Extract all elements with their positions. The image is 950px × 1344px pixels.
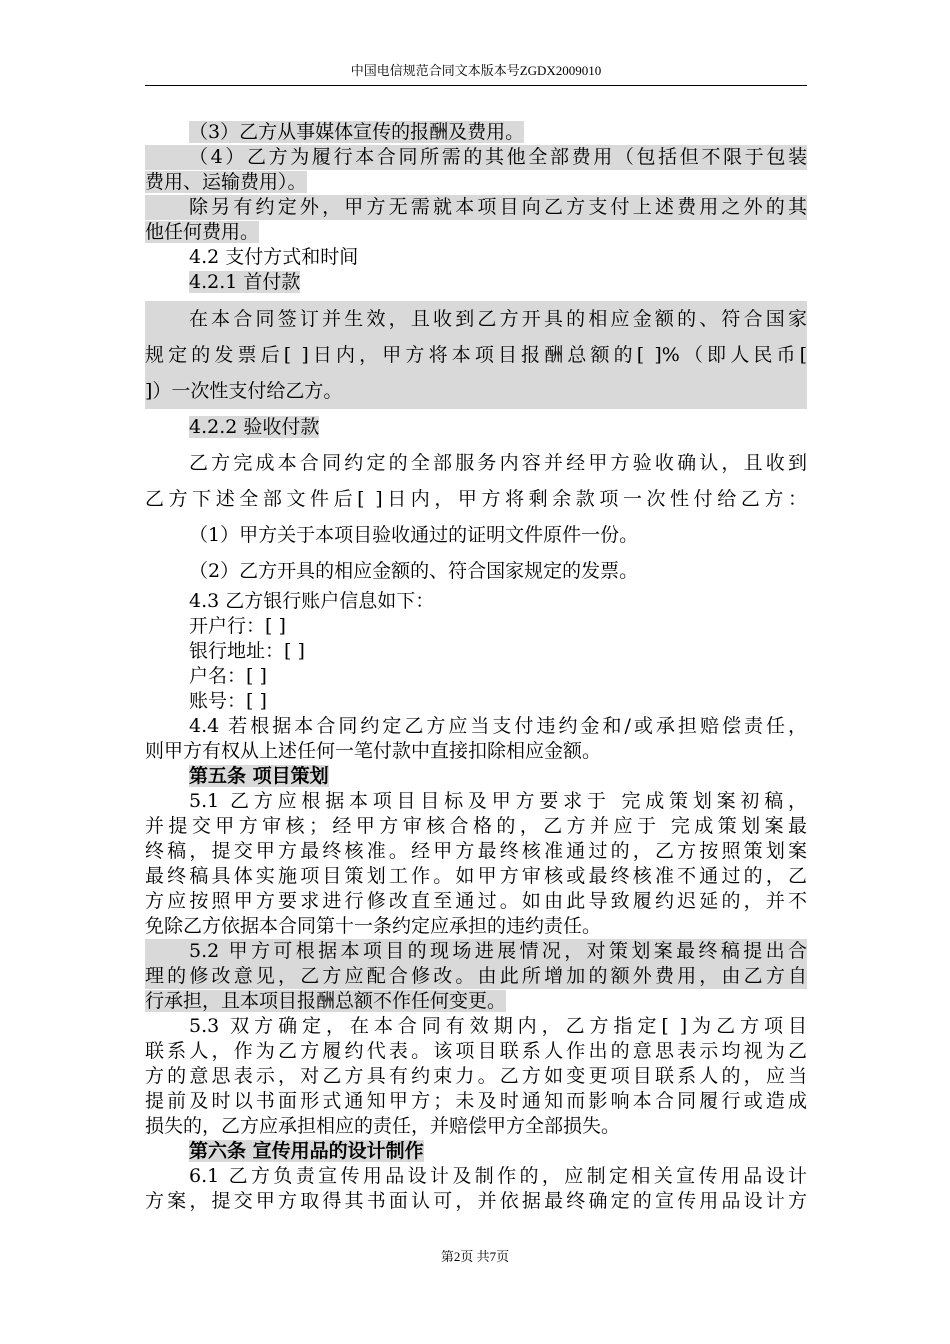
text-line: （1）甲方关于本项目验收通过的证明文件原件一份。 (189, 524, 639, 546)
text-line: 4.3 乙方银行账户信息如下： (189, 590, 435, 612)
text-line: 费用、运输费用）。 (145, 171, 307, 193)
text-line: 4.2.2 验收付款 (189, 416, 320, 438)
text-line: 银行地址：[ ] (189, 640, 305, 662)
text-line: 4.2 支付方式和时间 (189, 246, 359, 268)
text-line: 6.1 乙方负责宣传用品设计及制作的，应制定相关宣传用品设计 (189, 1165, 807, 1187)
text-line: 他任何费用。 (145, 221, 260, 243)
text-line: 则甲方有权从上述任何一笔付款中直接扣除相应金额。 (145, 740, 602, 762)
header-divider (145, 85, 807, 86)
text-line: 乙方下述全部文件后[ ]日内，甲方将剩余款项一次性付给乙方： (145, 488, 807, 510)
text-line: 联系人，作为乙方履约代表。该项目联系人作出的意思表示均视为乙 (145, 1040, 807, 1062)
section-heading: 第六条 宣传用品的设计制作 (189, 1140, 424, 1162)
text-line: （3）乙方从事媒体宣传的报酬及费用。 (189, 121, 525, 143)
text-line: 账号：[ ] (189, 690, 267, 712)
text-line: 5.2 甲方可根据本项目的现场进展情况，对策划案最终稿提出合 (145, 939, 807, 964)
text-line: 提前及时以书面形式通知甲方；未及时通知而影响本合同履行或造成 (145, 1090, 807, 1112)
text-line: 户名：[ ] (189, 665, 267, 687)
text-line: 损失的，乙方应承担相应的责任，并赔偿甲方全部损失。 (145, 1115, 621, 1137)
text-line: 规定的发票后[ ]日内，甲方将本项目报酬总额的[ ]%（即人民币[ (145, 337, 807, 373)
text-line: 行承担，且本项目报酬总额不作任何变更。 (145, 990, 507, 1012)
text-line: 4.4 若根据本合同约定乙方应当支付违约金和/或承担赔偿责任， (189, 715, 807, 737)
text-line: （2）乙方开具的相应金额的、符合国家规定的发票。 (189, 560, 639, 582)
text-line: 5.1 乙方应根据本项目目标及甲方要求于 完成策划案初稿， (189, 790, 807, 812)
page-header: 中国电信规范合同文本版本号ZGDX2009010 (350, 63, 602, 78)
text-line: 除另有约定外，甲方无需就本项目向乙方支付上述费用之外的其 (145, 195, 807, 220)
text-line: （4）乙方为履行本合同所需的其他全部费用（包括但不限于包装 (145, 145, 807, 170)
text-line: 最终稿具体实施项目策划工作。如甲方审核或最终核准不通过的，乙 (145, 865, 807, 887)
text-line: 开户行：[ ] (189, 615, 286, 637)
text-line: 方案，提交甲方取得其书面认可，并依据最终确定的宣传用品设计方 (145, 1190, 807, 1212)
section-heading: 第五条 项目策划 (189, 765, 329, 787)
text-line: 4.2.1 首付款 (189, 271, 301, 293)
text-line: 理的修改意见，乙方应配合修改。由此所增加的额外费用，由乙方自 (145, 965, 807, 987)
document-body (145, 120, 807, 1214)
text-line: 方的意思表示，对乙方具有约束力。乙方如变更项目联系人的，应当 (145, 1065, 807, 1087)
page-footer: 第2页 共7页 (440, 1249, 510, 1264)
text-line: 终稿，提交甲方最终核准。经甲方最终核准通过的，乙方按照策划案 (145, 840, 807, 862)
text-line: 免除乙方依据本合同第十一条约定应承担的违约责任。 (145, 915, 602, 937)
text-line: 乙方完成本合同约定的全部服务内容并经甲方验收确认，且收到 (189, 452, 807, 474)
text-line: 方应按照甲方要求进行修改直至通过。如由此导致履约迟延的，并不 (145, 890, 807, 912)
text-line: ]）一次性支付给乙方。 (145, 373, 807, 409)
text-line: 并提交甲方审核；经甲方审核合格的，乙方并应于 完成策划案最 (145, 815, 807, 837)
text-line: 5.3 双方确定，在本合同有效期内，乙方指定[ ]为乙方项目 (189, 1015, 807, 1037)
text-line: 在本合同签订并生效，且收到乙方开具的相应金额的、符合国家 (145, 301, 807, 337)
